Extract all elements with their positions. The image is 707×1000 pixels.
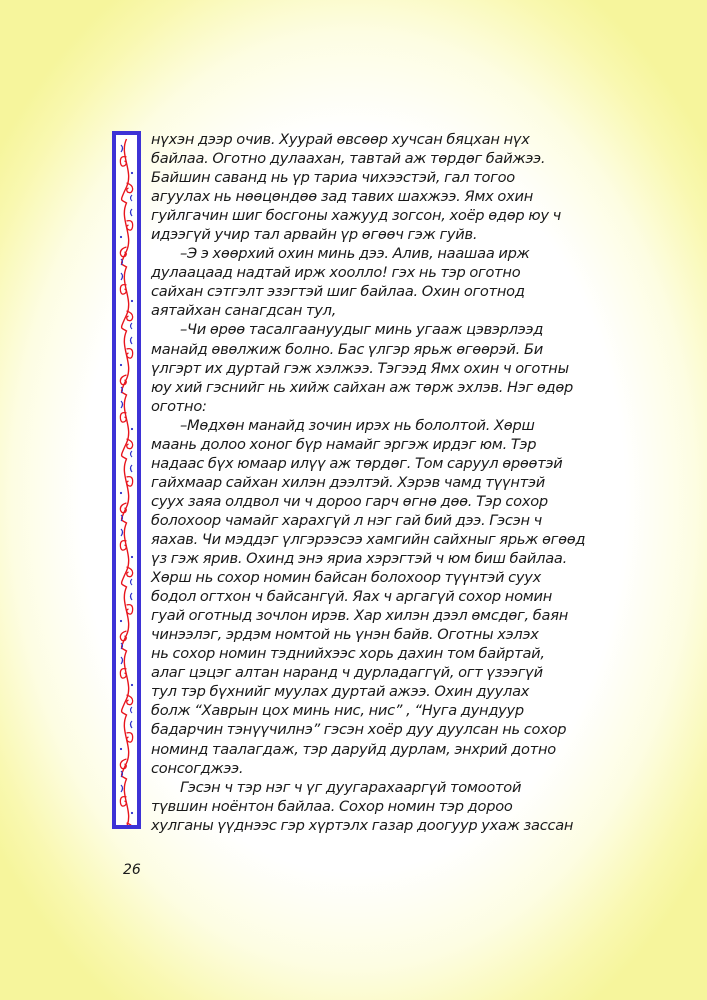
text-line: суух заяа олдвол чи ч дороо гарч өгнө дөө. Тэр сохор [151,492,548,510]
text-line: алаг цэцэг алтан наранд ч дурладаггүй, огт үзээгүй [151,664,543,682]
text-line: манайд өвөлжиж болно. Бас үлгэр ярьж өгөөрэй. Би [151,340,543,358]
text-line: гайхмаар сайхан хилэн дээлтэй. Хэрэв чамд түүнтэй [151,473,545,491]
text-line: үз гэж ярив. Охинд энэ яриа хэрэгтэй ч юм биш байлаа. [151,550,568,568]
text-line: байлаа. Оготно дулаахан, тавтай аж төрдөг байжээ. [151,150,546,168]
text-line: болохоор чамайг харахгүй л нэг гай бий дээ. Гэсэн ч [151,511,543,529]
text-line: үлгэрт их дуртай гэж хэлжээ. Тэгээд Ямх охин ч оготны [151,359,569,377]
text-line: агуулах нь нөөцөндөө зад тавих шахжээ. Ямх охин [151,188,533,206]
text-line: нь сохор номин тэднийхээс хорь дахин том байртай, [151,645,545,663]
text-line: сайхан сэтгэлт эзэгтэй шиг байлаа. Охин оготнод [151,283,525,301]
decorative-scroll-border-icon [116,135,137,825]
text-line: гуай оготныд зочлон ирэв. Хар хилэн дээл өмсдөг, баян [151,607,569,625]
page-number: 26 [123,862,141,878]
text-line: идээгүй учир тал арвайн үр өгөөч гэж гуйв. [151,226,478,244]
text-line: –Чи өрөө тасалгаануудыг минь угааж цэвэрлээд [180,321,544,339]
text-line: гуйлгачин шиг босгоны хажууд зогсон, хоёр өдөр юу ч [151,207,561,225]
text-line: яахав. Чи мэддэг үлгэрээсээ хамгийн сайхныг ярьж өгөөд [151,530,586,548]
text-line: –Мөдхөн манайд зочин ирэх нь бололтой. Хөрш [180,416,535,434]
text-line: юу хий гэснийг нь хийж сайхан аж төрж эхлэв. Нэг өдөр [151,378,574,396]
text-line: тул тэр бүхнийг муулах дуртай ажээ. Охин дуулах [151,683,530,701]
text-line: –Э э хөөрхий охин минь дээ. Алив, наашаа ирж [180,245,530,263]
text-line: Байшин саванд нь үр тариа чихээстэй, гал тогоо [151,169,515,187]
text-line: нүхэн дээр очив. Хуурай өвсөөр хучсан бяцхан нүх [151,131,530,148]
text-line: хулганы үүднээс гэр хүртэлх газар доогуур ухаж зассан [151,816,574,834]
text-line: аятайхан санагдсан тул, [151,302,337,320]
text-line: номинд таалагдаж, тэр даруйд дурлам, энхрий дотно [151,740,556,758]
text-line: болж “Хаврын цох минь нис, нис” , “Нуга дундуур [151,702,524,720]
story-text-body [151,130,621,835]
text-line: чинээлэг, эрдэм номтой нь үнэн байв. Оготны хэлэх [151,626,539,644]
text-line: оготно: [151,397,207,415]
text-line: Хөрш нь сохор номин байсан болохоор түүнтэй суух [151,569,542,587]
text-line: дулаацаад надтай ирж хоолло! гэх нь тэр оготно [151,264,521,282]
text-line: маань долоо хоног бүр намайг эргэж ирдэг юм. Тэр [151,435,537,453]
decorative-border-frame [112,131,141,829]
text-line: Гэсэн ч тэр нэг ч үг дуугарахааргүй томоотой [180,778,522,796]
text-line: сонсогджээ. [151,759,244,777]
text-line: надаас бүх юмаар илүү аж төрдөг. Том саруул өрөөтэй [151,454,563,472]
text-line: бодол огтхон ч байсангүй. Яах ч аргагүй сохор номин [151,588,553,606]
text-line: бадарчин тэнүүчилнэ” гэсэн хоёр дуу дуулсан нь сохор [151,721,567,739]
text-line: түвшин ноёнтон байлаа. Сохор номин тэр дороо [151,797,513,815]
